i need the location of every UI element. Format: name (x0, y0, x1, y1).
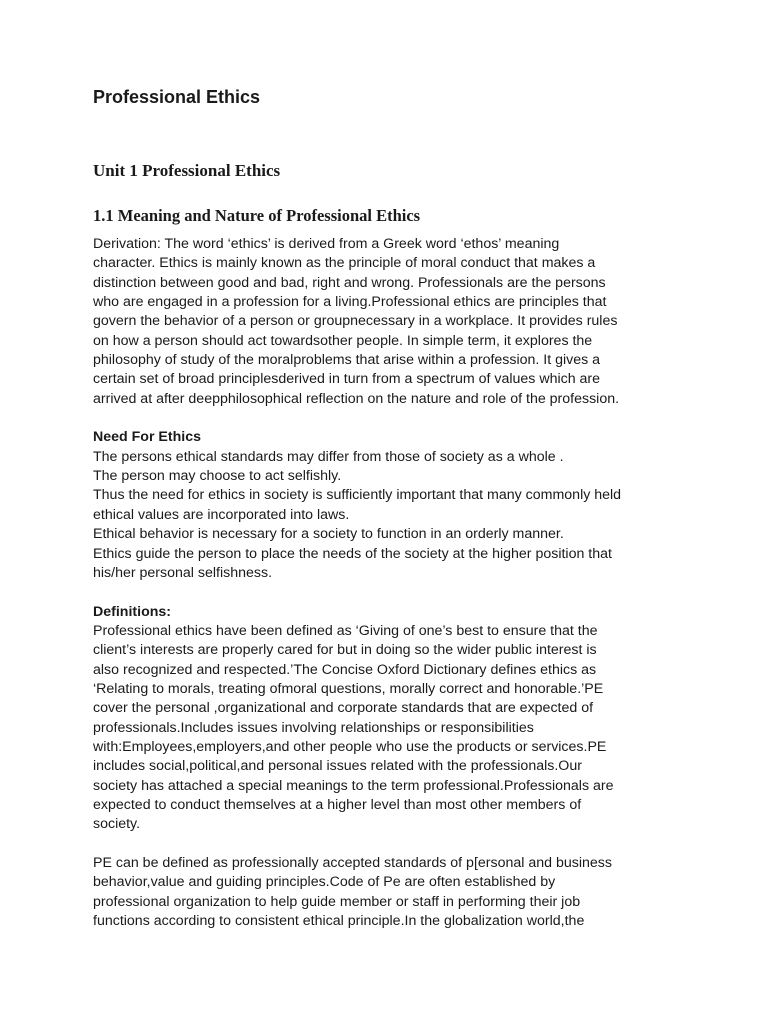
paragraph-line: his/her personal selfishness. (93, 564, 273, 581)
paragraph-line: PE can be defined as professionally accepted standards of p[ersonal and business (93, 855, 612, 871)
paragraph-line: Ethical behavior is necessary for a society to function in an orderly manner. (93, 526, 564, 543)
need-for-ethics-heading: Need For Ethics (93, 429, 202, 446)
section-title: 1.1 Meaning and Nature of Professional Ethics (93, 206, 421, 225)
paragraph-line: Derivation: The word ‘ethics’ is derived from a Greek word ‘ethos’ meaning (93, 236, 560, 252)
paragraph-line: society has attached a special meanings to the term professional.Professionals are (93, 777, 614, 794)
paragraph-line: distinction between good and bad, right and wrong. Professionals are the persons (93, 274, 606, 291)
paragraph-line: The person may choose to act selfishly. (93, 468, 342, 485)
paragraph-gap (93, 835, 678, 854)
paragraph-line: certain set of broad principlesderived in turn from a spectrum of values which are (93, 371, 601, 388)
document-title: Professional Ethics (93, 87, 261, 107)
paragraph-line: arrived at after deepphilosophical reflection on the nature and role of the profession. (93, 390, 620, 407)
paragraph-line: cover the personal ,organizational and corporate standards that are expected of (93, 700, 594, 717)
paragraph-line: also recognized and respected.’The Concise Oxford Dictionary defines ethics as (93, 661, 597, 678)
paragraph-line: govern the behavior of a person or groupnecessary in a workplace. It provides rules (93, 313, 618, 330)
paragraph-line: character. Ethics is mainly known as the principle of moral conduct that makes a (93, 255, 596, 272)
paragraph-line: functions according to consistent ethical principle.In the globalization world,the (93, 913, 585, 930)
paragraph-line: philosophy of study of the moralproblems that arise within a profession. It gives a (93, 352, 601, 369)
pe-definition-paragraph (93, 854, 678, 931)
paragraph-gap (93, 583, 678, 602)
unit-title: Unit 1 Professional Ethics (93, 161, 281, 180)
paragraph-line: on how a person should act towardsother people. In simple term, it explores the (93, 332, 593, 349)
paragraph-line: Ethics guide the person to place the needs of the society at the higher position that (93, 545, 612, 562)
paragraph-line: Thus the need for ethics in society is sufficiently important that many commonly held (93, 487, 622, 504)
paragraph-line: who are engaged in a profession for a living.Professional ethics are principles that (93, 294, 607, 311)
paragraph-line: professionals.Includes issues involving relationships or responsibilities (93, 719, 534, 736)
paragraph-line: ethical values are incorporated into laws. (93, 506, 350, 523)
paragraph-line: client’s interests are properly cared for but in doing so the wider public interest is (93, 642, 597, 659)
paragraph-line: with:Employees,employers,and other people who use the products or services.PE (93, 738, 607, 755)
paragraph-line: expected to conduct themselves at a higher level than most other members of (93, 796, 582, 813)
document-body (93, 235, 678, 931)
paragraph-line: professional organization to help guide member or staff in performing their job (93, 893, 581, 910)
paragraph-line: includes social,political,and personal issues related with the professionals.Our (93, 758, 582, 775)
need-for-ethics-section (93, 428, 678, 583)
definitions-heading: Definitions: (93, 603, 172, 620)
paragraph-line: Professional ethics have been defined as ‘Giving of one’s best to ensure that the (93, 622, 598, 639)
paragraph-gap (93, 409, 678, 428)
paragraph-line: behavior,value and guiding principles.Code of Pe are often established by (93, 874, 556, 891)
paragraph-line: society. (93, 816, 141, 833)
paragraph-line: ‘Relating to morals, treating ofmoral questions, morally correct and honorable.’PE (93, 680, 604, 697)
derivation-paragraph (93, 235, 678, 409)
paragraph-line: The persons ethical standards may differ from those of society as a whole . (93, 448, 564, 465)
definitions-section (93, 603, 678, 835)
